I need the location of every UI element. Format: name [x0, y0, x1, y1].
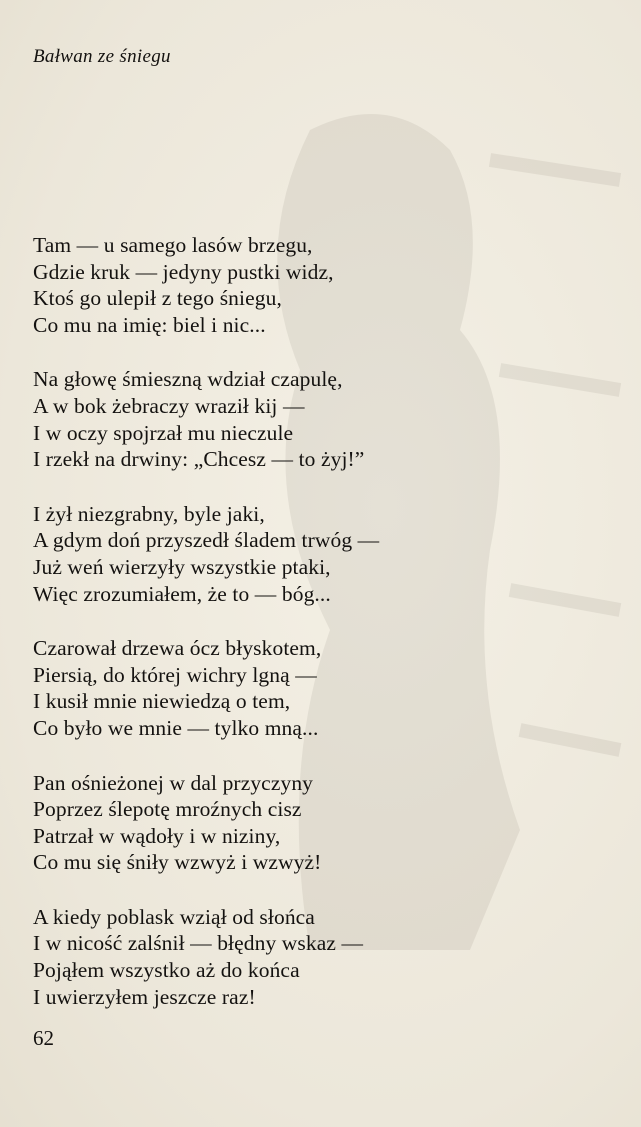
page-number: 62: [33, 1026, 54, 1050]
poem-line: Już weń wierzyły wszystkie ptaki,: [33, 554, 331, 579]
poem-line: A w bok żebraczy wraził kij —: [33, 393, 305, 418]
poem-line: Poprzez ślepotę mroźnych cisz: [33, 797, 302, 822]
poem-body: [33, 232, 623, 1038]
poem-line: Patrzał w wądoły i w niziny,: [33, 823, 281, 848]
poem-line: I żył niezgrabny, byle jaki,: [33, 501, 265, 526]
poem-line: Tam — u samego lasów brzegu,: [33, 233, 313, 257]
poem-line: Gdzie kruk — jedyny pustki widz,: [33, 259, 334, 284]
stanza-5: [33, 770, 623, 876]
poem-line: I kusił mnie niewiedzą o tem,: [33, 689, 291, 714]
poem-line: Więc zrozumiałem, że to — bóg...: [33, 581, 331, 606]
stanza-4: [33, 635, 623, 741]
poem-line: I w nicość zalśnił — błędny wskaz —: [33, 931, 364, 956]
poem-line: Pojąłem wszystko aż do końca: [33, 958, 300, 983]
poem-line: Czarował drzewa ócz błyskotem,: [33, 636, 322, 661]
poem-line: Piersią, do której wichry lgną —: [33, 662, 317, 687]
poem-line: Na głowę śmieszną wdział czapulę,: [33, 367, 343, 392]
poem-line: Co mu się śniły wzwyż i wzwyż!: [33, 850, 322, 875]
poem-line: A kiedy poblask wziął od słońca: [33, 904, 315, 929]
running-head-title: Bałwan ze śniegu: [33, 46, 171, 67]
poem-line: I rzekł na drwiny: „Chcesz — to żyj!”: [33, 447, 365, 472]
stanza-1: [33, 232, 623, 338]
poem-line: I w oczy spojrzał mu nieczule: [33, 420, 294, 445]
stanza-6: [33, 904, 623, 1010]
poem-line: Ktoś go ulepił z tego śniegu,: [33, 286, 282, 311]
poem-line: I uwierzyłem jeszcze raz!: [33, 984, 256, 1009]
poem-line: Co było we mnie — tylko mną...: [33, 715, 319, 740]
stanza-3: [33, 501, 623, 607]
poem-line: A gdym doń przyszedł śladem trwóg —: [33, 528, 380, 553]
stanza-2: [33, 366, 623, 472]
poem-line: Pan ośnieżonej w dal przyczyny: [33, 770, 314, 795]
poem-line: Co mu na imię: biel i nic...: [33, 312, 266, 337]
